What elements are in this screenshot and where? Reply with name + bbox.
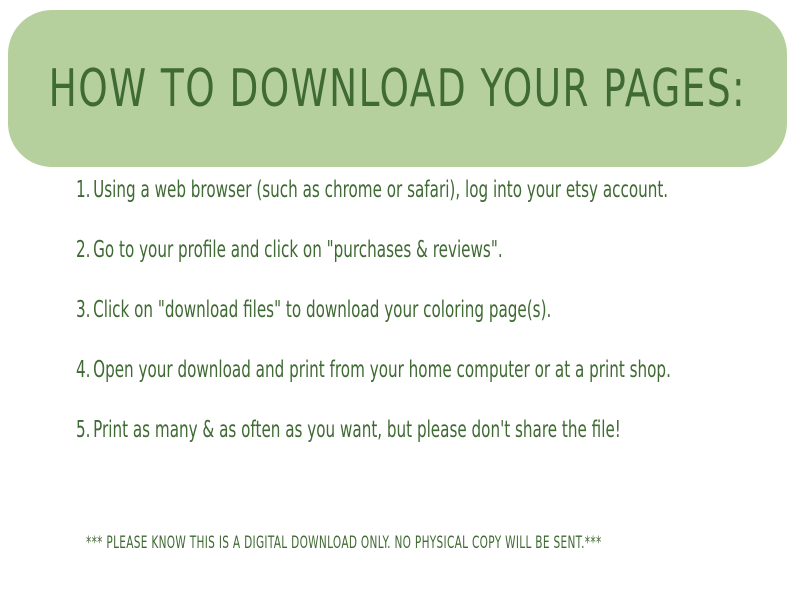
step-content	[76, 292, 551, 328]
step-text: Print as many & as often as you want, but please don't share the file!	[93, 417, 621, 443]
title-banner	[8, 10, 787, 167]
step-text: Using a web browser (such as chrome or safari), log into your etsy account.	[93, 177, 669, 203]
list-item	[76, 232, 786, 292]
step-content	[76, 172, 668, 208]
list-item	[76, 412, 786, 472]
step-number: 5.	[76, 417, 91, 443]
step-number: 1.	[76, 177, 91, 203]
step-content	[76, 232, 503, 268]
instruction-list	[76, 172, 786, 472]
list-item	[76, 292, 786, 352]
step-content	[76, 352, 671, 388]
disclaimer-note: *** PLEASE KNOW THIS IS A DIGITAL DOWNLOAD ONLY. NO PHYSICAL COPY WILL BE SENT.***	[86, 533, 602, 553]
step-number: 3.	[76, 297, 91, 323]
step-text: Open your download and print from your home computer or at a print shop.	[93, 357, 671, 383]
step-number: 2.	[76, 237, 91, 263]
page-title: HOW TO DOWNLOAD YOUR PAGES:	[48, 58, 747, 119]
list-item	[76, 172, 786, 232]
step-number: 4.	[76, 357, 91, 383]
step-text: Go to your profile and click on "purchases & reviews".	[93, 237, 503, 263]
list-item	[76, 352, 786, 412]
step-text: Click on "download files" to download your coloring page(s).	[93, 297, 552, 323]
step-content	[76, 412, 621, 448]
